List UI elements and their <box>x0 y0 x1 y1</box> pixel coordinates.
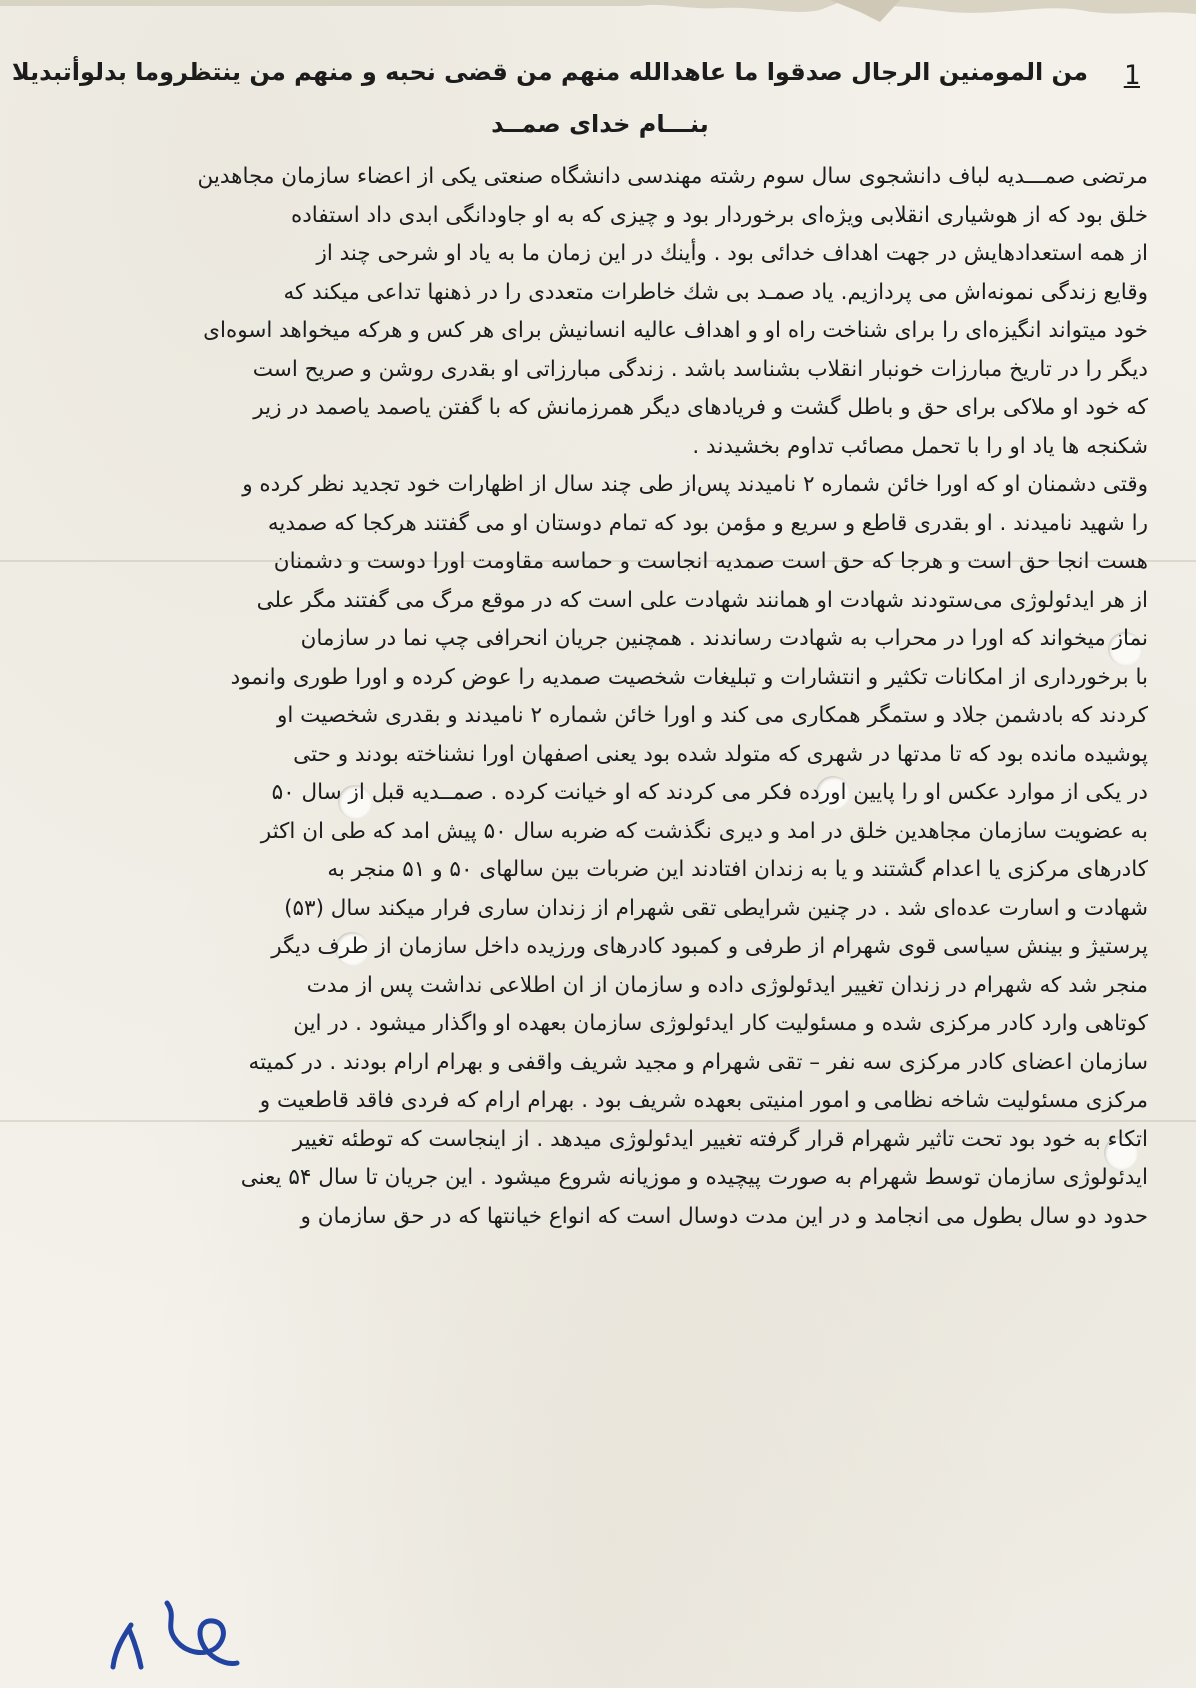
quran-verse: من المومنین الرجال صدقوا ما عاهدالله منهم من قضی نحبه و منهم من ینتظروما بدلوأتبدیلا <box>11 58 1088 86</box>
text-line: حدود دو سال بطول می انجامد و در این مدت دوسال است که انواع خیانتها که در حق سازمان و <box>300 1203 1148 1229</box>
text-line: اتکاء به خود بود تحت تاثیر شهرام قرار گرفته تغییر ایدئولوژی میدهد . از اینجاست که توطئه تغییر <box>292 1126 1148 1152</box>
text-line: پوشیده مانده بود که تا مدتها در شهری که متولد شده بود یعنی اصفهان اورا نشناخته بودند و حتی <box>293 741 1148 767</box>
page-marker: 1 <box>1123 60 1140 91</box>
torn-top-edge <box>0 0 1196 28</box>
text-line: را شهید نامیدند . او بقدری قاطع و سریع و مؤمن بود که تمام دوستان او می گفتند هرکجا که صمدیه <box>267 510 1148 536</box>
text-line: کوتاهی وارد کادر مرکزی شده و مسئولیت کار ایدئولوژی سازمان بعهده او واگذار میشود . در این <box>293 1011 1148 1036</box>
text-line: از همه استعدادهایش در جهت اهداف خدائی بود . وأینك در این زمان ما به یاد او شرحی چند از <box>316 241 1148 266</box>
text-line: نماز میخواند که اورا در محراب به شهادت رساندند . همچنین جریان انحرافی چپ نما در سازمان <box>300 626 1148 651</box>
document-heading: بنـــام خدای صمــد <box>491 110 709 138</box>
text-line: خود میتواند انگیزه‌ای را برای شناخت راه او و اهداف عالیه انسانیش برای هر کس و هرکه میخواهد اسوه‌ای <box>203 318 1148 343</box>
text-line: به عضویت سازمان مجاهدین خلق در امد و دیری نگذشت که ضربه سال ۵۰ پیش امد که طی ان اکثر <box>260 818 1148 844</box>
document-body <box>28 158 1148 1498</box>
text-line: مرتضی صمـــدیه لباف دانشجوی سال سوم رشته مهندسی دانشگاه صنعتی یکی از اعضاء سازمان مجاهدین <box>197 164 1148 189</box>
text-line: ایدئولوژی سازمان توسط شهرام به صورت پیچیده و موزیانه شروع میشود . این جریان تا سال ۵۴ یعنی <box>240 1165 1148 1190</box>
text-line: وقتی دشمنان او که اورا خائن شماره ۲ نامیدند پس‌از طی چند سال از اظهارات خود تجدید نظر کرده و <box>242 472 1148 497</box>
document-header <box>11 58 1140 98</box>
text-line: خلق بود که از هوشیاری انقلابی ویژه‌ای برخوردار بود و چیزی که به او جاودانگی ابدی داد استفاده <box>290 202 1148 228</box>
text-line: مرکزی مسئولیت شاخه نظامی و امور امنیتی بعهده شریف بود . بهرام ارام که فردی فاقد قاطعیت و <box>259 1088 1148 1113</box>
text-line: که خود او ملاکی برای حق و باطل گشت و فریادهای دیگر همرزمانش که با گفتن یاصمد یاصمد در زیر <box>253 395 1148 420</box>
text-line: پرستیژ و بینش سیاسی قوی شهرام از طرفی و کمبود کادرهای ورزیده داخل سازمان از طرف دیگر <box>271 934 1148 959</box>
text-line: با برخورداری از امکانات تکثیر و انتشارات و تبلیغات شخصیت صمدیه را عوض کرده و اورا طوری وانمود <box>230 664 1148 690</box>
text-line: شهادت و اسارت عده‌ای شد . در چنین شرایطی تقی شهرام از زندان ساری فرار میکند سال (۵۳) <box>284 895 1148 921</box>
text-line: سازمان اعضای کادر مرکزی سه نفر – تقی شهرام و مجید شریف واقفی و بهرام ارام بودند . در کمیته <box>248 1049 1148 1075</box>
text-line: هست انجا حق است و هرجا که حق است صمدیه انجاست و حماسه مقاومت اورا دوست و دشمنان <box>273 549 1148 574</box>
text-line: کادرهای مرکزی یا اعدام گشتند و یا به زندان افتادند این ضربات بین سالهای ۵۰ و ۵۱ منجر به <box>327 857 1148 882</box>
text-line: کردند که بادشمن جلاد و ستمگر همکاری می کند و اورا خائن شماره ۲ نامیدند و بقدری شخصیت او <box>276 703 1148 728</box>
handwritten-page-number <box>105 1595 245 1675</box>
text-line: منجر شد که شهرام در زندان تغییر ایدئولوژی داده و سازمان از ان اطلاعی نداشت پس از مدت <box>306 972 1148 998</box>
text-line: وقایع زندگی نمونه‌اش می پردازیم. یاد صمـد بی شك خاطرات متعددی را در ذهنها تداعی میکند که <box>283 279 1148 305</box>
text-line: شکنجه ها یاد او را با تحمل مصائب تداوم بخشیدند . <box>692 433 1148 459</box>
text-line: در یکی از موارد عکس او را پایین اورده فکر می کردند که او خیانت کرده . صمــدیه قبل از سال ۵۰ <box>271 780 1148 805</box>
text-line: دیگر را در تاریخ مبارزات خونبار انقلاب بشناسد باشد . زندگی مبارزاتی او بقدری روشن و صریح است <box>252 356 1148 382</box>
text-line: از هر ایدئولوژی می‌ستودند شهادت او همانند شهادت علی است که در موقع مرگ می گفتند مگر علی <box>256 587 1148 613</box>
